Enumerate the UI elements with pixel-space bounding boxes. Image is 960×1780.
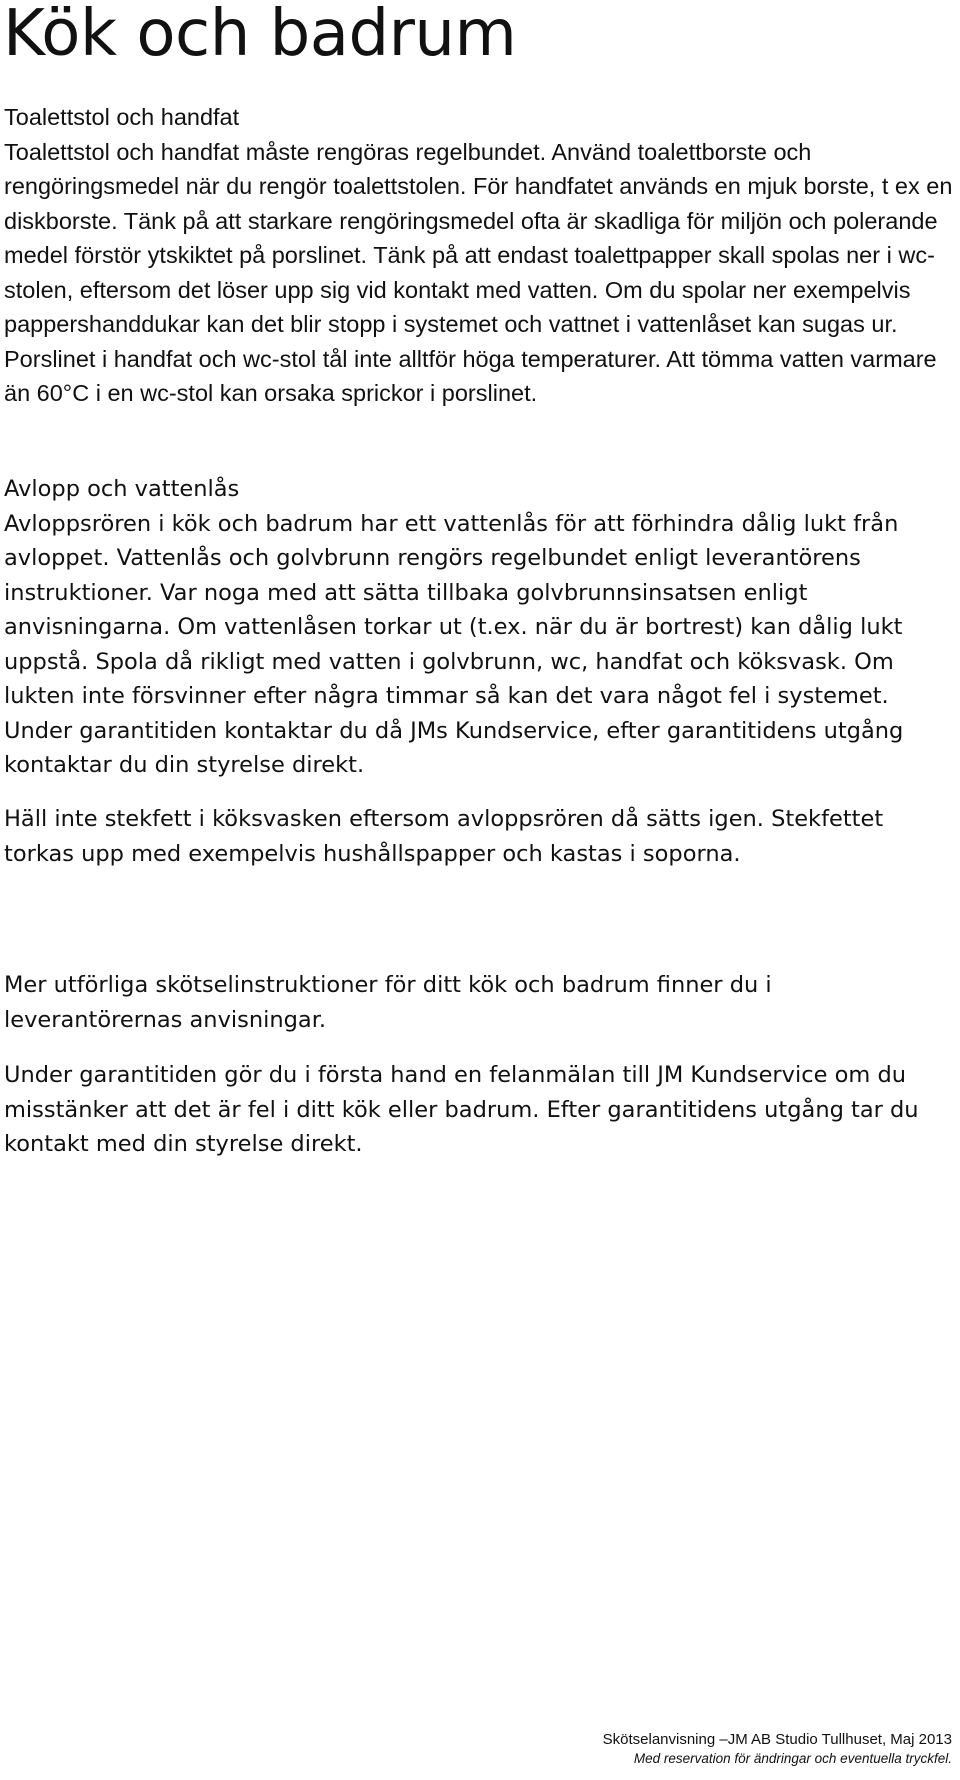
closing-paragraph: Mer utförliga skötselinstruktioner för ditt kök och badrum finner du i leverantörernas anvisningar. [4,972,772,1033]
section-paragraph: Avloppsrören i kök och badrum har ett vattenlås för att förhindra dålig lukt från avloppet. Vattenlås och golvbrunn rengörs regelbundet enligt leverantörens instruktioner. Var noga med att sätta tillbaka golvbrunnsinsatsen enligt anvisningarna. Om vattenlåsen torkar ut (t.ex. när du är bortrest) kan dålig lukt uppstå. Spola då rikligt med vatten i golvbrunn, wc, handfat och köksvask. Om lukten inte försvinner efter några timmar så kan det vara något fel i systemet. Under garantitiden kontaktar du då JMs Kundservice, efter garantitidens utgång kontaktar du din styrelse direkt. [4,510,904,778]
closing-paragraph: Under garantitiden gör du i första hand en felanmälan till JM Kundservice om du misstänker att det är fel i ditt kök eller badrum. Efter garantitidens utgång tar du kontakt med din styrelse direkt. [4,1062,919,1157]
grease-note [4,802,954,871]
section-toilet-sink [4,100,954,411]
footer-source: Skötselanvisning –JM AB Studio Tullhuset, Maj 2013 [602,1731,952,1748]
page-title: Kök och badrum [3,0,517,71]
footer-disclaimer: Med reservation för ändringar och eventuella tryckfel. [633,1751,952,1766]
section-heading: Toalettstol och handfat [4,104,240,130]
section-heading: Avlopp och vattenlås [4,476,240,502]
section-paragraph: Toalettstol och handfat måste rengöras regelbundet. Använd toalettborste och rengöringsmedel när du rengör toalettstolen. För handfatet används en mjuk borste, t ex en diskborste. Tänk på att starkare rengöringsmedel ofta är skadliga för miljön och polerande medel förstör ytskiktet på porslinet. Tänk på att endast toalettpapper skall spolas ner i wc-stolen, eftersom det löser upp sig vid kontakt med vatten. Om du spolar ner exempelvis pappershanddukar kan det blir stopp i systemet och vattnet i vattenlåset kan sugas ur. Porslinet i handfat och wc-stol tål inte alltför höga temperaturer. Att tömma vatten varmare än 60°C i en wc-stol kan orsaka sprickor i porslinet. [4,138,953,406]
page-footer [603,1730,952,1768]
section-paragraph: Häll inte stekfett i köksvasken eftersom avloppsrören då sätts igen. Stekfettet torkas upp med exempelvis hushållspapper och kastas i soporna. [4,806,884,867]
closing-warranty [4,1058,954,1162]
closing-instructions [4,968,954,1037]
section-drain-trap [4,472,954,783]
